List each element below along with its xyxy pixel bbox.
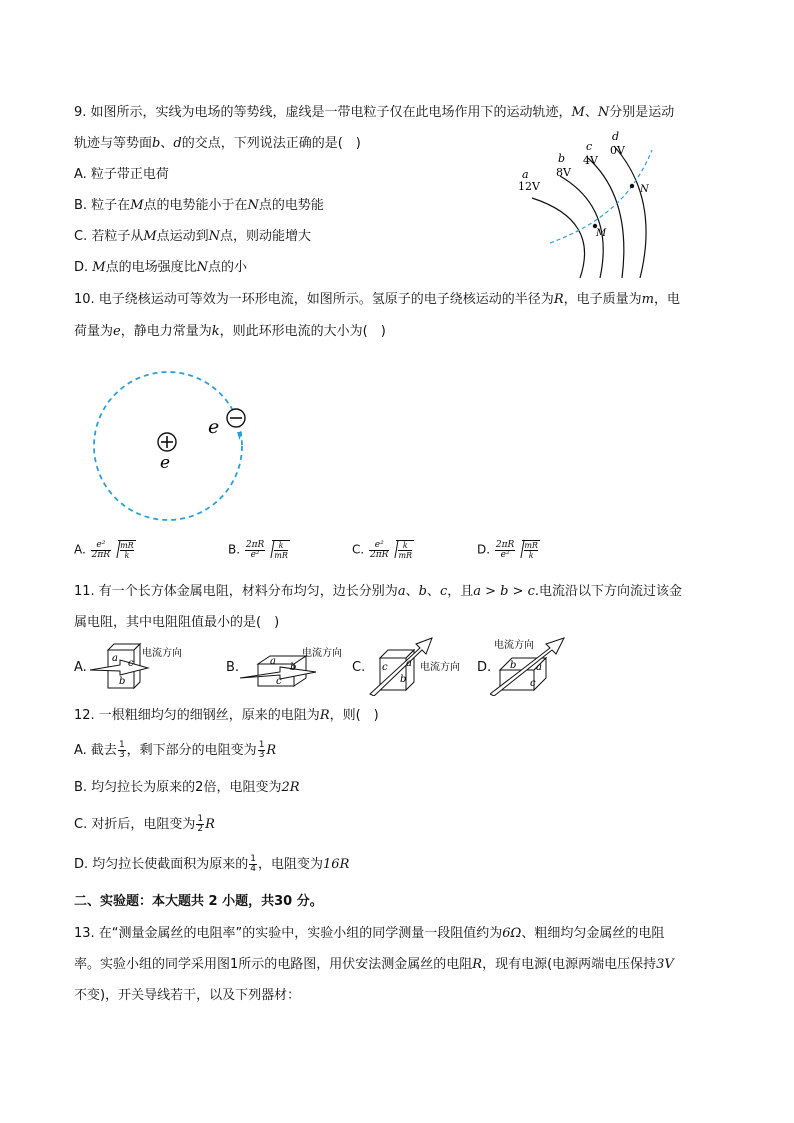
svg-text:a: a: [270, 656, 276, 667]
svg-text:电流方向: 电流方向: [420, 662, 460, 673]
svg-text:a: a: [112, 653, 118, 664]
q11-line2: 属电阻，其中电阻阻值最小的是( ): [74, 615, 280, 630]
svg-text:电流方向: 电流方向: [302, 648, 342, 659]
q12-line1: 12. 一根粗细均匀的细钢丝，原来的电阻为R，则( ): [74, 708, 379, 723]
q10-option-b: B. $\frac{2\pi R}{\text{e²}}$ $\frac{k}{mR}$: [228, 539, 288, 560]
svg-text:b: b: [290, 662, 297, 673]
q9-option-d: D. M点的电场强度比N点的小: [74, 260, 247, 275]
q11-option-d-label: D.: [477, 660, 492, 675]
svg-text:b: b: [510, 660, 517, 671]
nucleus-label: e: [160, 453, 171, 473]
q11-option-c-label: C.: [352, 660, 366, 675]
q10-option-d: D. $\frac{2\pi R}{\text{e²}}$ $\frac{mR}{k}$: [477, 539, 538, 560]
q11-option-d-figure: [490, 636, 580, 696]
q9-option-b: B. 粒子在M点的电势能小于在N点的电势能: [74, 198, 324, 213]
svg-text:c: c: [276, 676, 282, 687]
svg-text:c: c: [530, 678, 536, 689]
q11-line1: 11. 有一个长方体金属电阻，材料分布均匀，边长分别为a、b、c，且a > b > c.电流沿以下方向流过该金: [74, 584, 683, 599]
equipotential-line-c: [588, 158, 624, 278]
volt-b: 8V: [556, 166, 571, 179]
current-direction-label: 电流方向: [142, 648, 182, 659]
q11-option-a-label: A.: [74, 660, 87, 675]
q13-line2: 率。实验小组的同学采用图1所示的电路图，用伏安法测金属丝的电阻R，现有电源(电源两端电压保持3V: [74, 957, 674, 972]
q10-line1: 10. 电子绕核运动可等效为一环形电流，如图所示。氢原子的电子绕核运动的半径为R，电子质量为m，电: [74, 292, 680, 307]
svg-text:a: a: [406, 658, 412, 669]
svg-text:b: b: [400, 674, 407, 685]
label-m: M: [596, 228, 607, 239]
q10-orbit-figure: [90, 368, 260, 528]
q10-option-a: A. $\frac{\text{e²}}{2\pi R}$ $\frac{mR}{k}$: [74, 539, 134, 560]
label-c: c: [586, 140, 593, 153]
label-n: N: [640, 184, 649, 195]
q11-option-b-figure: [240, 642, 350, 692]
q12-option-c: C. 对折后，电阻变为 $\frac{1}{2}$ R: [74, 814, 215, 834]
svg-text:c: c: [382, 662, 388, 673]
svg-text:b: b: [119, 676, 126, 687]
q9-equipotential-figure: [510, 128, 670, 280]
section-heading-experiments: 二、实验题：本大题共 2 小题，共30 分。: [74, 894, 323, 909]
q9-line2: 轨迹与等势面b、d的交点，下列说法正确的是( ): [74, 136, 361, 151]
label-a: a: [522, 168, 529, 181]
volt-a: 12V: [518, 180, 540, 193]
svg-text:a: a: [536, 662, 542, 673]
q10-option-c: C. $\frac{\text{e²}}{2\pi R}$ $\frac{k}{mR}$: [352, 539, 413, 560]
volt-c: 4V: [583, 154, 598, 167]
q9-line1: 9. 如图所示，实线为电场的等势线，虚线是一带电粒子仅在此电场作用下的运动轨迹，M、N分别是运动: [74, 105, 675, 120]
q9-option-a: A. 粒子带正电荷: [74, 167, 169, 182]
q12-option-d: D. 均匀拉长使截面积为原来的 $\frac{1}{4}$ ，电阻变为16R: [74, 854, 350, 874]
q11-option-a-figure: [90, 642, 200, 692]
q10-line2: 荷量为e，静电力常量为k，则此环形电流的大小为( ): [74, 324, 386, 339]
svg-text:c: c: [128, 658, 134, 669]
q11-option-b-label: B.: [226, 660, 240, 675]
label-b: b: [558, 152, 566, 165]
q12-option-a: A. 截去 $\frac{1}{3}$ ，剩下部分的电阻变为 $\frac{1}{3}$ R: [74, 740, 277, 760]
electron-label: e: [208, 416, 220, 438]
q12-option-b: B. 均匀拉长为原来的2倍，电阻变为2R: [74, 780, 300, 795]
point-n: [630, 184, 634, 188]
q13-line3: 不变)，开关导线若干，以及下列器材：: [74, 988, 301, 1003]
volt-d: 0V: [610, 144, 625, 157]
q9-option-c: C. 若粒子从M点运动到N点，则动能增大: [74, 229, 312, 244]
label-d: d: [612, 130, 620, 143]
q13-line1: 13. 在“测量金属丝的电阻率”的实验中，实验小组的同学测量一段阻值约为6Ω、粗细均匀金属丝的电阻: [74, 926, 665, 941]
equipotential-line-d: [614, 146, 646, 278]
equipotential-line-a: [532, 198, 585, 278]
svg-text:电流方向: 电流方向: [494, 640, 534, 651]
q11-option-c-figure: [366, 636, 476, 696]
